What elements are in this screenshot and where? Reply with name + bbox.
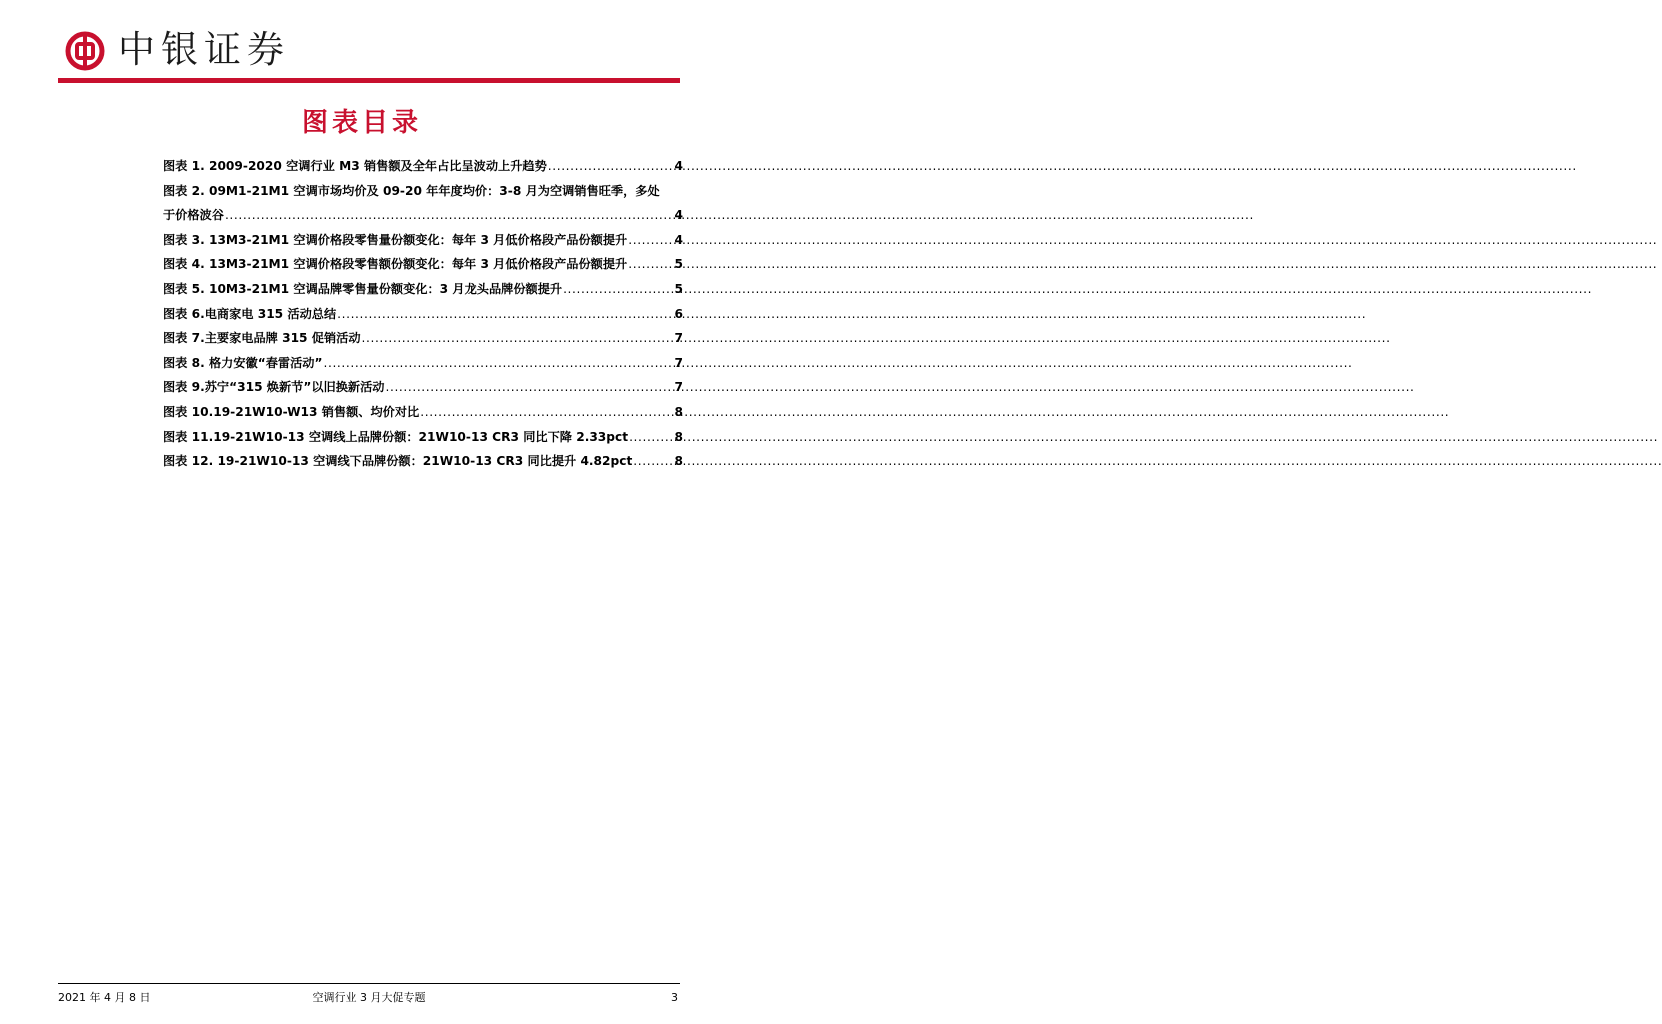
toc-entry-label: 图表 9.苏宁“315 焕新节”以旧换新活动	[163, 380, 385, 395]
toc-entry-page: 7	[674, 355, 683, 370]
toc-entry[interactable]	[163, 449, 683, 474]
bank-of-china-logo-icon	[65, 31, 105, 71]
toc-leader-dots	[628, 252, 673, 277]
toc-leader-dots	[337, 302, 673, 327]
toc-entry[interactable]	[163, 252, 683, 277]
toc-entry-page: 5	[674, 281, 683, 296]
toc-entry-page: 6	[674, 306, 683, 321]
toc-entry[interactable]	[163, 179, 683, 228]
toc-entry-label: 图表 11.19-21W10-13 空调线上品牌份额：21W10-13 CR3 同比下降 2.33pct	[163, 429, 629, 444]
footer-page-number: 3	[671, 991, 678, 1004]
toc-entry-label: 图表 4. 13M3-21M1 空调价格段零售额份额变化：每年 3 月低价格段产品份额提升	[163, 257, 628, 272]
toc-entry-label: 图表 3. 13M3-21M1 空调价格段零售量份额变化：每年 3 月低价格段产品份额提升	[163, 232, 628, 247]
footer-report-topic: 空调行业 3 月大促专题	[312, 991, 426, 1004]
footer-date: 2021 年 4 月 8 日	[58, 991, 151, 1004]
toc-entry-label: 图表 7.主要家电品牌 315 促销活动	[163, 331, 361, 346]
toc-entry[interactable]	[163, 326, 683, 351]
toc-leader-dots	[324, 351, 674, 376]
toc-entry[interactable]	[163, 351, 683, 376]
toc-entry-label-continued: 于价格波谷	[163, 208, 224, 223]
footer-divider	[58, 983, 680, 984]
toc-entry-label: 图表 1. 2009-2020 空调行业 M3 销售额及全年占比呈波动上升趋势	[163, 159, 547, 173]
toc-entry[interactable]	[163, 425, 683, 450]
toc-leader-dots	[548, 154, 674, 179]
toc-entry-label: 图表 2. 09M1-21M1 空调市场均价及 09-20 年年度均价：3-8 月为空调销售旺季，多处	[163, 183, 660, 198]
toc-entry-label: 图表 12. 19-21W10-13 空调线下品牌份额：21W10-13 CR3 同比提升 4.82pct	[163, 454, 633, 469]
page-header	[0, 0, 724, 90]
toc-entry[interactable]	[163, 228, 683, 253]
toc-leader-dots	[563, 277, 673, 302]
toc-entry-label: 图表 8. 格力安徽“春雷活动”	[163, 355, 323, 370]
toc-leader-dots	[362, 326, 674, 351]
toc-entry[interactable]	[163, 400, 683, 425]
header-divider	[58, 78, 680, 83]
toc-entry-page: 5	[674, 257, 683, 272]
toc-title: 图表目录	[301, 108, 422, 138]
toc-leader-dots	[225, 203, 674, 228]
toc-entry-page: 7	[674, 331, 683, 346]
toc-entry[interactable]	[163, 302, 683, 327]
toc-entry-page: 4	[674, 208, 683, 223]
toc-entry-page: 4	[674, 159, 683, 173]
toc-entry-page: 4	[674, 232, 683, 247]
toc-entry-label: 图表 5. 10M3-21M1 空调品牌零售量份额变化：3 月龙头品牌份额提升	[163, 281, 563, 296]
toc-entry-page: 8	[674, 454, 683, 469]
toc-leader-dots	[420, 400, 673, 425]
toc-entry-page: 7	[674, 380, 683, 395]
toc-leader-dots	[629, 425, 673, 450]
toc-entry-label: 图表 10.19-21W10-W13 销售额、均价对比	[163, 404, 420, 419]
toc-entry[interactable]	[163, 154, 683, 179]
toc-entry-page: 8	[674, 429, 683, 444]
toc-entry[interactable]	[163, 277, 683, 302]
toc-leader-dots	[386, 375, 674, 400]
toc-leader-dots	[628, 228, 673, 253]
toc-list	[163, 154, 683, 474]
brand-name: 中银证券	[118, 28, 290, 71]
toc-entry-label: 图表 6.电商家电 315 活动总结	[163, 306, 337, 321]
toc-leader-dots	[633, 449, 673, 474]
toc-entry[interactable]	[163, 375, 683, 400]
toc-entry-page: 8	[674, 404, 683, 419]
